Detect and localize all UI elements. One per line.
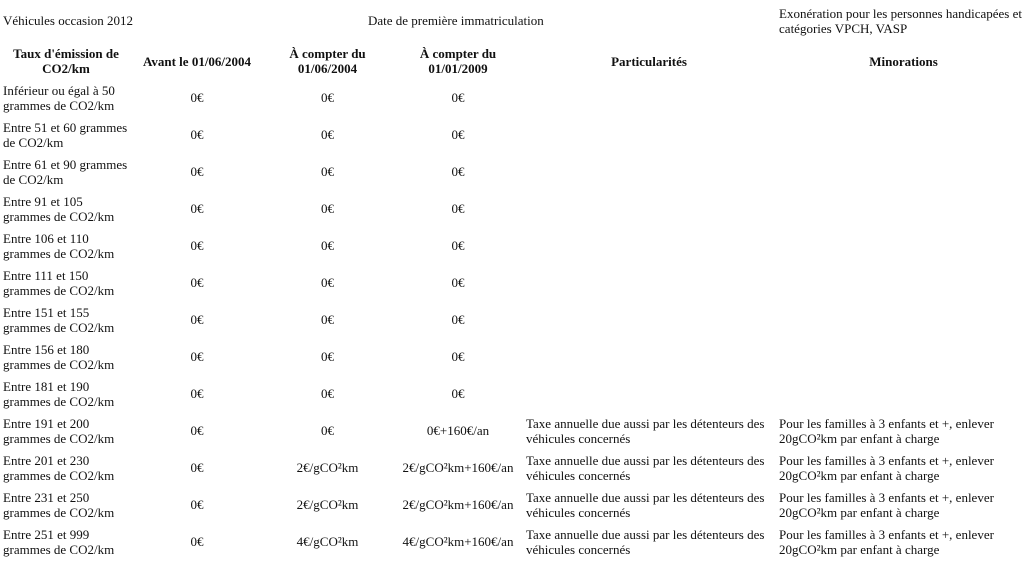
- table-row: [0, 375, 1032, 412]
- table-row: [0, 116, 1032, 153]
- cell-minorations: [775, 264, 1032, 301]
- cell-minorations: Pour les familles à 3 enfants et +, enlever 20gCO²km par enfant à charge: [779, 489, 994, 520]
- table-row: [0, 227, 1032, 264]
- cell-rate: Entre 191 et 200 grammes de CO2/km: [3, 415, 115, 446]
- table-row: [0, 412, 1032, 449]
- cell-minorations: [775, 190, 1032, 227]
- cell-before-2004: 0€: [190, 534, 204, 549]
- cell-from-2009: 0€: [451, 349, 465, 364]
- table-title-row: [0, 6, 1032, 43]
- header-particularities: Particularités: [611, 53, 687, 69]
- cell-from-2004: 0€: [321, 90, 334, 105]
- cell-particularities: [523, 153, 775, 190]
- header-minorations: Minorations: [869, 53, 938, 69]
- cell-minorations: [775, 338, 1032, 375]
- header-before-2004: Avant le 01/06/2004: [142, 53, 252, 69]
- cell-minorations: Pour les familles à 3 enfants et +, enlever 20gCO²km par enfant à charge: [779, 415, 994, 446]
- cell-from-2004: 0€: [321, 164, 334, 179]
- cell-from-2004: 0€: [321, 127, 334, 142]
- date-label: Date de première immatriculation: [368, 13, 544, 28]
- page-title: Véhicules occasion 2012: [3, 13, 133, 28]
- cell-from-2009: 2€/gCO²km+160€/an: [402, 497, 514, 512]
- cell-from-2004: 4€/gCO²km: [296, 534, 359, 549]
- cell-before-2004: 0€: [190, 164, 204, 179]
- cell-minorations: [775, 116, 1032, 153]
- cell-from-2004: 0€: [321, 201, 334, 216]
- cell-from-2009: 0€: [451, 238, 465, 253]
- header-from-2009: À compter du 01/01/2009: [419, 46, 497, 76]
- cell-from-2009: 0€: [451, 275, 465, 290]
- table-row: [0, 264, 1032, 301]
- table-row: [0, 486, 1032, 523]
- table-row: [0, 301, 1032, 338]
- cell-from-2004: 0€: [321, 386, 334, 401]
- cell-particularities: [523, 264, 775, 301]
- cell-from-2009: 0€+160€/an: [426, 423, 490, 438]
- cell-particularities: [523, 301, 775, 338]
- cell-rate: Entre 106 et 110 grammes de CO2/km: [3, 230, 115, 261]
- cell-from-2009: 0€: [451, 90, 465, 105]
- table-row: [0, 153, 1032, 190]
- cell-minorations: Pour les familles à 3 enfants et +, enlever 20gCO²km par enfant à charge: [779, 452, 994, 483]
- cell-from-2004: 2€/gCO²km: [296, 497, 359, 512]
- cell-minorations: [775, 375, 1032, 412]
- cell-before-2004: 0€: [190, 497, 204, 512]
- cell-particularities: Taxe annuelle due aussi par les détenteurs des véhicules concernés: [526, 489, 765, 520]
- cell-rate: Entre 231 et 250 grammes de CO2/km: [3, 489, 115, 520]
- cell-before-2004: 0€: [190, 238, 204, 253]
- cell-from-2004: 0€: [321, 238, 334, 253]
- cell-before-2004: 0€: [190, 275, 204, 290]
- table-row: [0, 190, 1032, 227]
- cell-particularities: [523, 190, 775, 227]
- cell-minorations: [775, 79, 1032, 116]
- cell-from-2009: 0€: [451, 386, 465, 401]
- cell-from-2004: 0€: [321, 312, 334, 327]
- cell-from-2009: 2€/gCO²km+160€/an: [402, 460, 514, 475]
- cell-from-2009: 0€: [451, 127, 465, 142]
- cell-rate: Entre 91 et 105 grammes de CO2/km: [3, 193, 115, 224]
- cell-before-2004: 0€: [190, 423, 204, 438]
- cell-from-2009: 0€: [451, 201, 465, 216]
- cell-rate: Entre 51 et 60 grammes de CO2/km: [3, 119, 128, 150]
- table-row: [0, 449, 1032, 486]
- table-row: [0, 338, 1032, 375]
- cell-rate: Inférieur ou égal à 50 grammes de CO2/km: [3, 82, 115, 113]
- cell-from-2009: 0€: [451, 164, 465, 179]
- cell-minorations: Pour les familles à 3 enfants et +, enlever 20gCO²km par enfant à charge: [779, 526, 994, 557]
- cell-rate: Entre 156 et 180 grammes de CO2/km: [3, 341, 115, 372]
- cell-rate: Entre 61 et 90 grammes de CO2/km: [3, 156, 128, 187]
- cell-particularities: Taxe annuelle due aussi par les détenteurs des véhicules concernés: [526, 415, 765, 446]
- exoneration-note: Exonération pour les personnes handicapées et catégories VPCH, VASP: [779, 6, 1022, 36]
- cell-minorations: [775, 301, 1032, 338]
- cell-particularities: [523, 116, 775, 153]
- cell-from-2004: 0€: [321, 423, 334, 438]
- cell-rate: Entre 111 et 150 grammes de CO2/km: [3, 267, 115, 298]
- cell-before-2004: 0€: [190, 201, 204, 216]
- cell-from-2004: 0€: [321, 349, 334, 364]
- cell-from-2009: 0€: [451, 312, 465, 327]
- cell-from-2004: 2€/gCO²km: [296, 460, 359, 475]
- cell-particularities: Taxe annuelle due aussi par les détenteurs des véhicules concernés: [526, 452, 765, 483]
- cell-particularities: [523, 227, 775, 264]
- cell-before-2004: 0€: [190, 386, 204, 401]
- cell-before-2004: 0€: [190, 460, 204, 475]
- cell-minorations: [775, 227, 1032, 264]
- cell-rate: Entre 151 et 155 grammes de CO2/km: [3, 304, 115, 335]
- header-rate: Taux d'émission de CO2/km: [13, 46, 119, 76]
- cell-before-2004: 0€: [190, 90, 204, 105]
- cell-rate: Entre 181 et 190 grammes de CO2/km: [3, 378, 115, 409]
- cell-from-2004: 0€: [321, 275, 334, 290]
- column-header-row: [0, 43, 1032, 79]
- cell-particularities: [523, 375, 775, 412]
- cell-from-2009: 4€/gCO²km+160€/an: [402, 534, 514, 549]
- cell-minorations: [775, 153, 1032, 190]
- cell-before-2004: 0€: [190, 312, 204, 327]
- cell-particularities: Taxe annuelle due aussi par les détenteurs des véhicules concernés: [526, 526, 765, 557]
- table-row: [0, 79, 1032, 116]
- cell-rate: Entre 201 et 230 grammes de CO2/km: [3, 452, 115, 483]
- cell-before-2004: 0€: [190, 349, 204, 364]
- header-from-2004: À compter du 01/06/2004: [289, 46, 366, 76]
- cell-rate: Entre 251 et 999 grammes de CO2/km: [3, 526, 115, 557]
- cell-particularities: [523, 338, 775, 375]
- cell-before-2004: 0€: [190, 127, 204, 142]
- co2-tax-table: [0, 6, 1032, 560]
- table-row: [0, 523, 1032, 560]
- cell-particularities: [523, 79, 775, 116]
